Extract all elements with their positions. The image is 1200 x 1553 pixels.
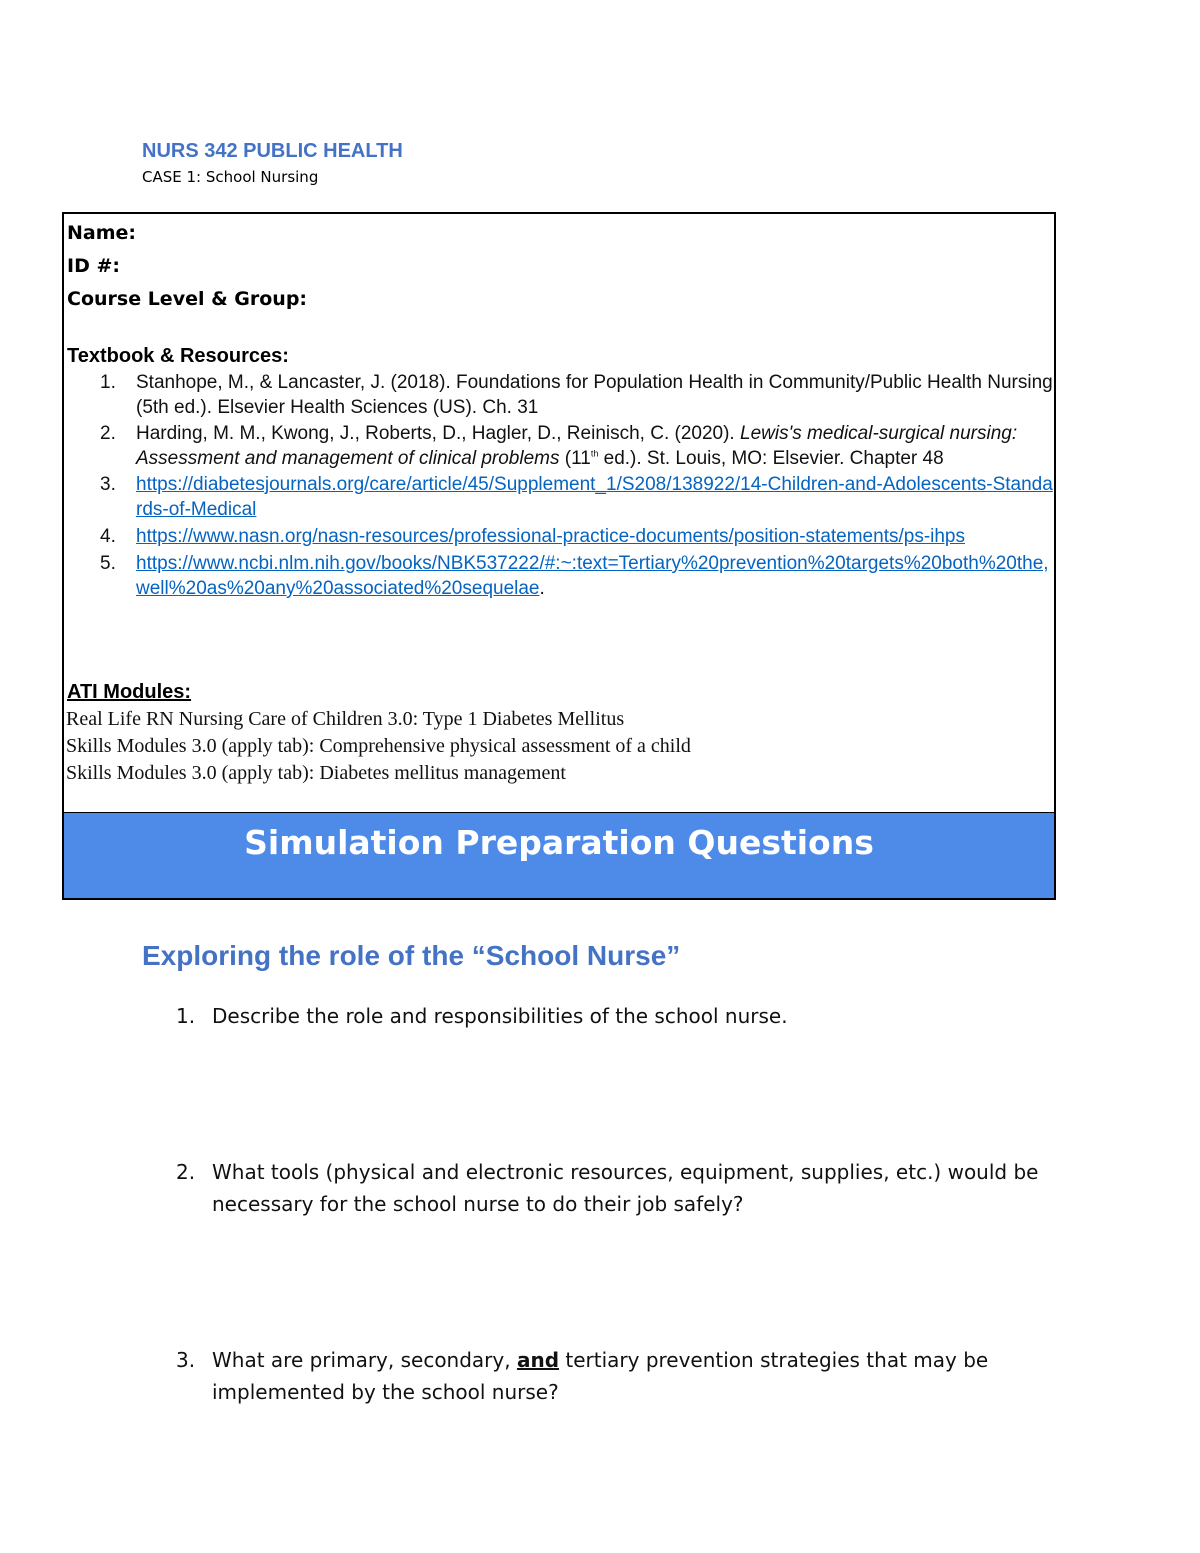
ati-heading: ATI Modules: [67,681,192,703]
ati-module-line: Skills Modules 3.0 (apply tab): Comprehensive physical assessment of a child [66,735,691,757]
question-number: 3. [176,1348,196,1372]
resource-item [64,472,1054,522]
name-field-label: Name: [67,222,137,244]
resource-text: Harding, M. M., Kwong, J., Roberts, D., Hagler, D., Reinisch, C. (2020). [136,423,740,444]
simulation-banner [64,812,1054,898]
resource-number: 3. [100,474,116,495]
question-item [176,1344,1076,1408]
resource-text: (11 [559,448,591,469]
question-text: Describe the role and responsibilities of the school nurse. [212,1004,788,1028]
section-heading: Exploring the role of the “School Nurse” [142,940,681,971]
resources-heading: Textbook & Resources: [67,345,289,367]
nasn-link[interactable]: https://www.nasn.org/nasn-resources/professional-practice-documents/position-statements/ps-ihps [136,526,965,547]
question-text-part: tertiary prevention strategies that may be implemented by the school nurse? [212,1348,989,1404]
ati-module-line: Real Life RN Nursing Care of Children 3.0: Type 1 Diabetes Mellitus [66,708,625,730]
resource-punctuation: . [539,578,545,599]
question-item [176,1000,1076,1032]
question-number: 1. [176,1004,196,1028]
resource-text: Stanhope, M., & Lancaster, J. (2018). Foundations for Population Health in Community/Public Health Nursing (5th ed.). Elsevier Health Sciences (US). Ch. 31 [136,372,1053,418]
resource-number: 1. [100,372,116,393]
simulation-banner-title: Simulation Preparation Questions [244,823,874,862]
course-title: NURS 342 PUBLIC HEALTH [142,140,403,162]
resource-number: 2. [100,423,116,444]
question-emphasis: and [516,1348,560,1372]
resource-item [64,551,1054,601]
question-text: What tools (physical and electronic resources, equipment, supplies, etc.) would be necessary for the school nurse to do their job safely? [212,1160,1039,1216]
resource-book-title: Lewis's medical-surgical nursing: Assessment and management of clinical problems [136,423,1018,469]
resource-item [64,421,1054,471]
question-text-part: What are primary, secondary, [212,1348,517,1372]
question-text [212,1344,1076,1408]
resource-item [64,524,1054,549]
id-field-label: ID #: [67,255,120,277]
resource-superscript: th [590,448,599,459]
resource-number: 5. [100,553,116,574]
info-box [62,212,1056,900]
resource-item [64,370,1054,420]
diabetes-journals-link[interactable]: https://diabetesjournals.org/care/article/45/Supplement_1/S208/138922/14-Children-and-Adolescents-Standards-of-Medical [136,474,1053,520]
resources-list [64,370,1054,601]
ati-module-line: Skills Modules 3.0 (apply tab): Diabetes mellitus management [66,762,566,784]
question-item [176,1156,1076,1220]
resource-number: 4. [100,526,116,547]
course-level-field-label: Course Level & Group: [67,288,308,310]
resource-text: ed.). St. Louis, MO: Elsevier. Chapter 48 [598,448,944,469]
ncbi-link[interactable]: https://www.ncbi.nlm.nih.gov/books/NBK537222/#:~:text=Tertiary%20prevention%20targets%20both%20the,well%20as%20any%20associated%20sequelae [136,553,1049,599]
question-number: 2. [176,1160,196,1184]
case-title: CASE 1: School Nursing [142,168,319,186]
